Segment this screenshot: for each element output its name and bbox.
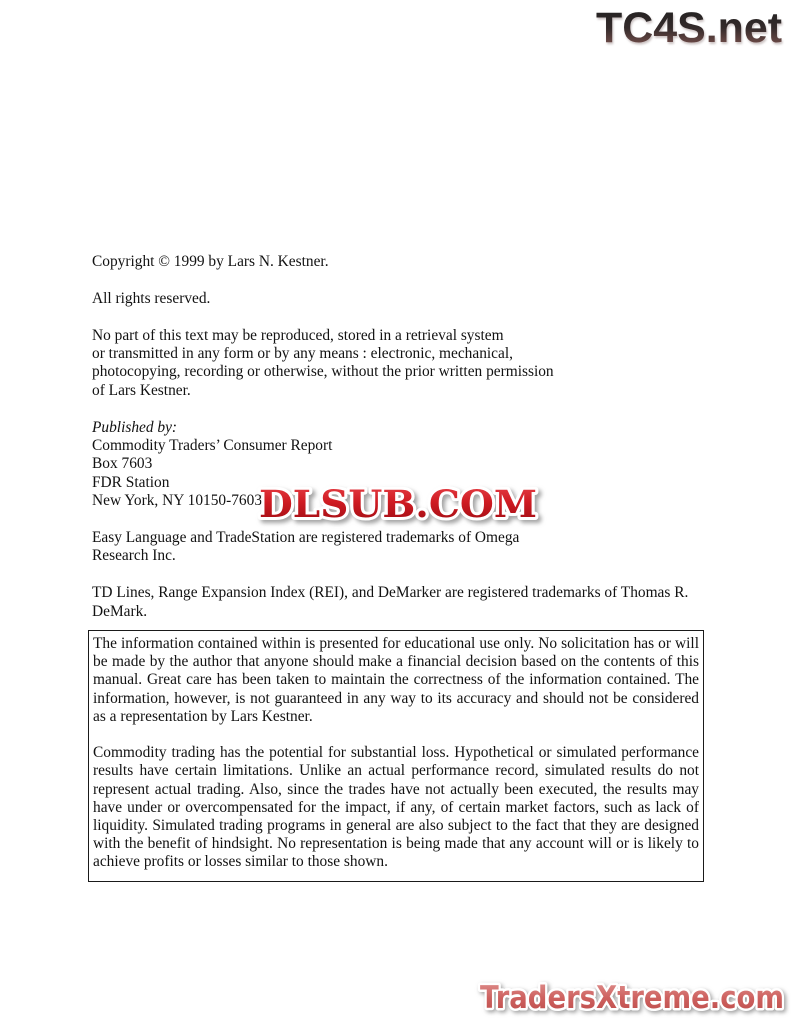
disclaimer-paragraph-1: The information contained within is presented for educational use only. No solicitation has or will be made by the author that anyone should make a financial decision based on the contents of this manual. Great care has been taken to maintain the correctness of the information contained. The information, however, is not guaranteed in any way to its accuracy and should not be considered as a representation by Lars Kestner.: [93, 635, 699, 725]
tradersxtreme-watermark-text: TradersXtreme.com: [480, 980, 784, 1016]
trademark-demark-notice: [92, 584, 732, 621]
published-by-label: Published by:: [92, 418, 178, 436]
disclaimer-paragraph-2: Commodity trading has the potential for substantial loss. Hypothetical or simulated performance results have certain limitations. Unlike an actual performance record, simulated results do not represent actual trading. Also, since the trades have not actually been executed, the results may have under or overcompensated for the impact, if any, of certain market factors, such as lack of liquidity. Simulated trading programs in general are also subject to the fact that they are designed with the benefit of hindsight. No representation is being made that any account will or is likely to achieve profits or losses similar to those shown.: [93, 744, 699, 871]
rights-reserved-line: All rights reserved.: [92, 289, 211, 307]
trademark-omega-notice: [92, 529, 732, 566]
reproduction-line: of Lars Kestner.: [92, 381, 191, 399]
publisher-line: Box 7603: [92, 455, 153, 473]
trademark-omega-line: Research Inc.: [92, 547, 176, 565]
disclaimer-box: [88, 630, 704, 882]
tc4s-watermark-text: TC4S.net: [596, 4, 782, 52]
trademark-omega-line: Easy Language and TradeStation are registered trademarks of Omega: [92, 529, 520, 547]
trademark-demark-line: TD Lines, Range Expansion Index (REI), and DeMarker are registered trademarks of Thomas R.: [92, 584, 689, 602]
publisher-line: Commodity Traders’ Consumer Report: [92, 437, 333, 455]
reproduction-line: No part of this text may be reproduced, stored in a retrieval system: [92, 326, 504, 344]
reproduction-line: or transmitted in any form or by any means : electronic, mechanical,: [92, 345, 513, 362]
trademark-demark-line: DeMark.: [92, 602, 148, 620]
dlsub-watermark-text: DLSUB.COM: [259, 482, 537, 526]
publisher-line: New York, NY 10150-7603: [92, 492, 263, 510]
tradersxtreme-watermark: [473, 973, 791, 1021]
publisher-line: FDR Station: [92, 473, 170, 491]
dlsub-watermark: [252, 476, 544, 532]
tc4s-watermark: [591, 1, 787, 53]
copyright-line: Copyright © 1999 by Lars N. Kestner.: [92, 253, 329, 270]
reproduction-notice: [92, 327, 732, 401]
reproduction-line: photocopying, recording or otherwise, without the prior written permission: [92, 363, 554, 381]
front-matter-text: [92, 253, 732, 621]
